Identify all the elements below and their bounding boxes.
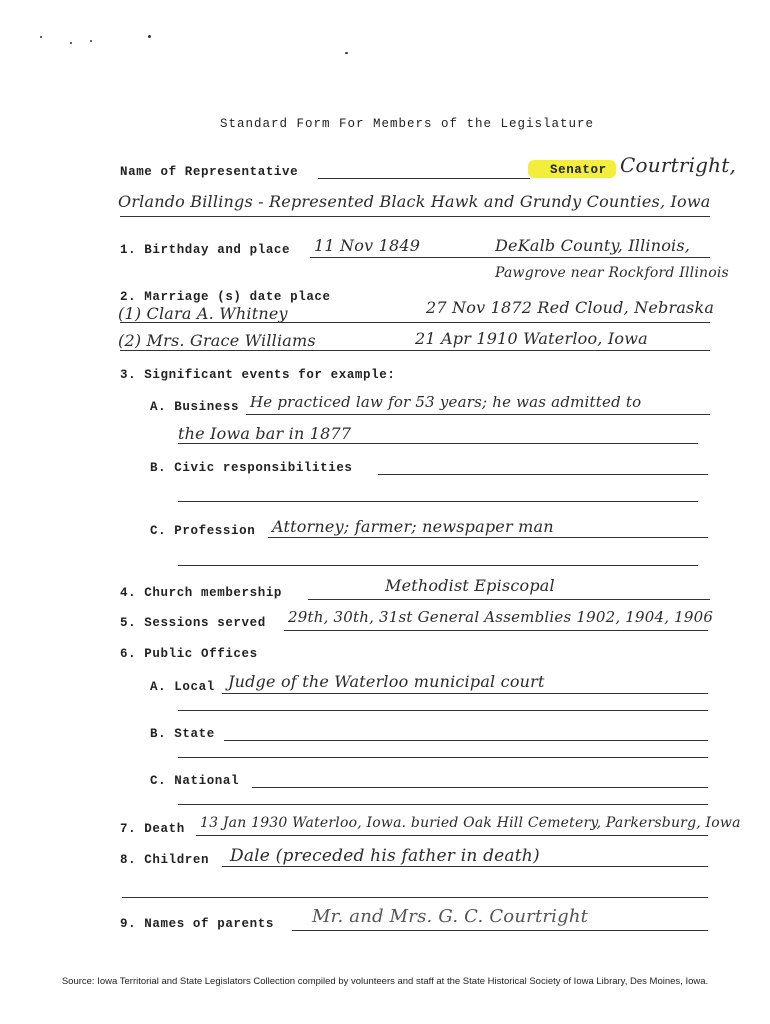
q1-label: 1. Birthday and place bbox=[120, 243, 291, 257]
q6a-handwriting: Judge of the Waterloo municipal court bbox=[228, 672, 545, 691]
q7-handwriting: 13 Jan 1930 Waterloo, Iowa. buried Oak Hill Cemetery, Parkersburg, Iowa bbox=[200, 815, 741, 831]
q4-label: 4. Church membership bbox=[120, 586, 283, 600]
scan-speck bbox=[345, 52, 348, 54]
senator-label: Senator bbox=[550, 163, 607, 177]
q3a-underline-2 bbox=[178, 443, 698, 444]
q6a-underline-1 bbox=[222, 693, 708, 694]
q3a-handwriting: He practiced law for 53 years; he was admitted to bbox=[250, 393, 642, 411]
q8-underline-1 bbox=[222, 866, 708, 867]
q3c-underline-2 bbox=[178, 565, 698, 566]
q6a-underline-2 bbox=[178, 710, 708, 711]
q3b-label: B. Civic responsibilities bbox=[150, 461, 353, 475]
q5-label: 5. Sessions served bbox=[120, 616, 266, 630]
q8-underline-2 bbox=[122, 897, 708, 898]
q5-handwriting: 29th, 30th, 31st General Assemblies 1902, 1904, 1906 bbox=[288, 608, 714, 626]
scan-speck bbox=[148, 35, 151, 38]
q4-handwriting: Methodist Episcopal bbox=[385, 576, 555, 595]
q7-underline bbox=[196, 835, 708, 836]
q2-spouse1-handwriting: (1) Clara A. Whitney bbox=[118, 304, 288, 323]
surname-handwriting: Courtright, bbox=[620, 153, 737, 177]
q3-label: 3. Significant events for example: bbox=[120, 368, 396, 382]
q9-underline bbox=[292, 930, 708, 931]
q1-underline bbox=[310, 257, 710, 258]
full-name-underline bbox=[120, 216, 710, 217]
q5-underline bbox=[284, 630, 708, 631]
q6b-underline-1 bbox=[224, 740, 708, 741]
scan-speck bbox=[90, 40, 92, 42]
q8-handwriting: Dale (preceded his father in death) bbox=[230, 846, 540, 866]
q6c-underline-1 bbox=[252, 787, 708, 788]
q4-underline bbox=[308, 599, 710, 600]
q3b-underline-2 bbox=[178, 501, 698, 502]
q3b-underline-1 bbox=[378, 474, 708, 475]
q3a-underline-1 bbox=[246, 414, 710, 415]
q8-label: 8. Children bbox=[120, 853, 210, 867]
full-name-handwriting: Orlando Billings - Represented Black Hawk and Grundy Counties, Iowa bbox=[118, 192, 711, 211]
q2-date1-handwriting: 27 Nov 1872 Red Cloud, Nebraska bbox=[426, 298, 715, 317]
q6c-label: C. National bbox=[150, 774, 240, 788]
source-caption: Source: Iowa Territorial and State Legislators Collection compiled by volunteers and staff at the State Historical Society of Iowa Library, Des Moines, Iowa. bbox=[61, 976, 709, 987]
q2-date2-handwriting: 21 Apr 1910 Waterloo, Iowa bbox=[415, 329, 648, 348]
q2-spouse2-handwriting: (2) Mrs. Grace Williams bbox=[118, 331, 316, 350]
q9-handwriting: Mr. and Mrs. G. C. Courtright bbox=[312, 906, 589, 927]
q6a-label: A. Local bbox=[150, 680, 215, 694]
q3a-handwriting-2: the Iowa bar in 1877 bbox=[178, 424, 352, 443]
q7-label: 7. Death bbox=[120, 822, 185, 836]
q3c-underline-1 bbox=[268, 537, 708, 538]
q2-underline-2 bbox=[120, 350, 710, 351]
q2-underline-1 bbox=[120, 322, 710, 323]
q1-place2-handwriting: Pawgrove near Rockford Illinois bbox=[495, 265, 729, 281]
name-underline bbox=[318, 178, 530, 179]
name-label: Name of Representative bbox=[120, 165, 299, 179]
q3a-label: A. Business bbox=[150, 400, 240, 414]
q1-date-handwriting: 11 Nov 1849 bbox=[314, 236, 421, 255]
form-title: Standard Form For Members of the Legislature bbox=[220, 117, 595, 131]
q6b-label: B. State bbox=[150, 727, 215, 741]
q1-place-handwriting: DeKalb County, Illinois, bbox=[495, 236, 691, 255]
q3c-label: C. Profession bbox=[150, 524, 256, 538]
scan-speck bbox=[70, 42, 72, 44]
q3c-handwriting: Attorney; farmer; newspaper man bbox=[272, 517, 554, 536]
scan-speck bbox=[40, 36, 42, 38]
q9-label: 9. Names of parents bbox=[120, 917, 274, 931]
q6-label: 6. Public Offices bbox=[120, 647, 258, 661]
q2-label: 2. Marriage (s) date place bbox=[120, 290, 331, 304]
q6b-underline-2 bbox=[178, 757, 708, 758]
q6c-underline-2 bbox=[178, 804, 708, 805]
